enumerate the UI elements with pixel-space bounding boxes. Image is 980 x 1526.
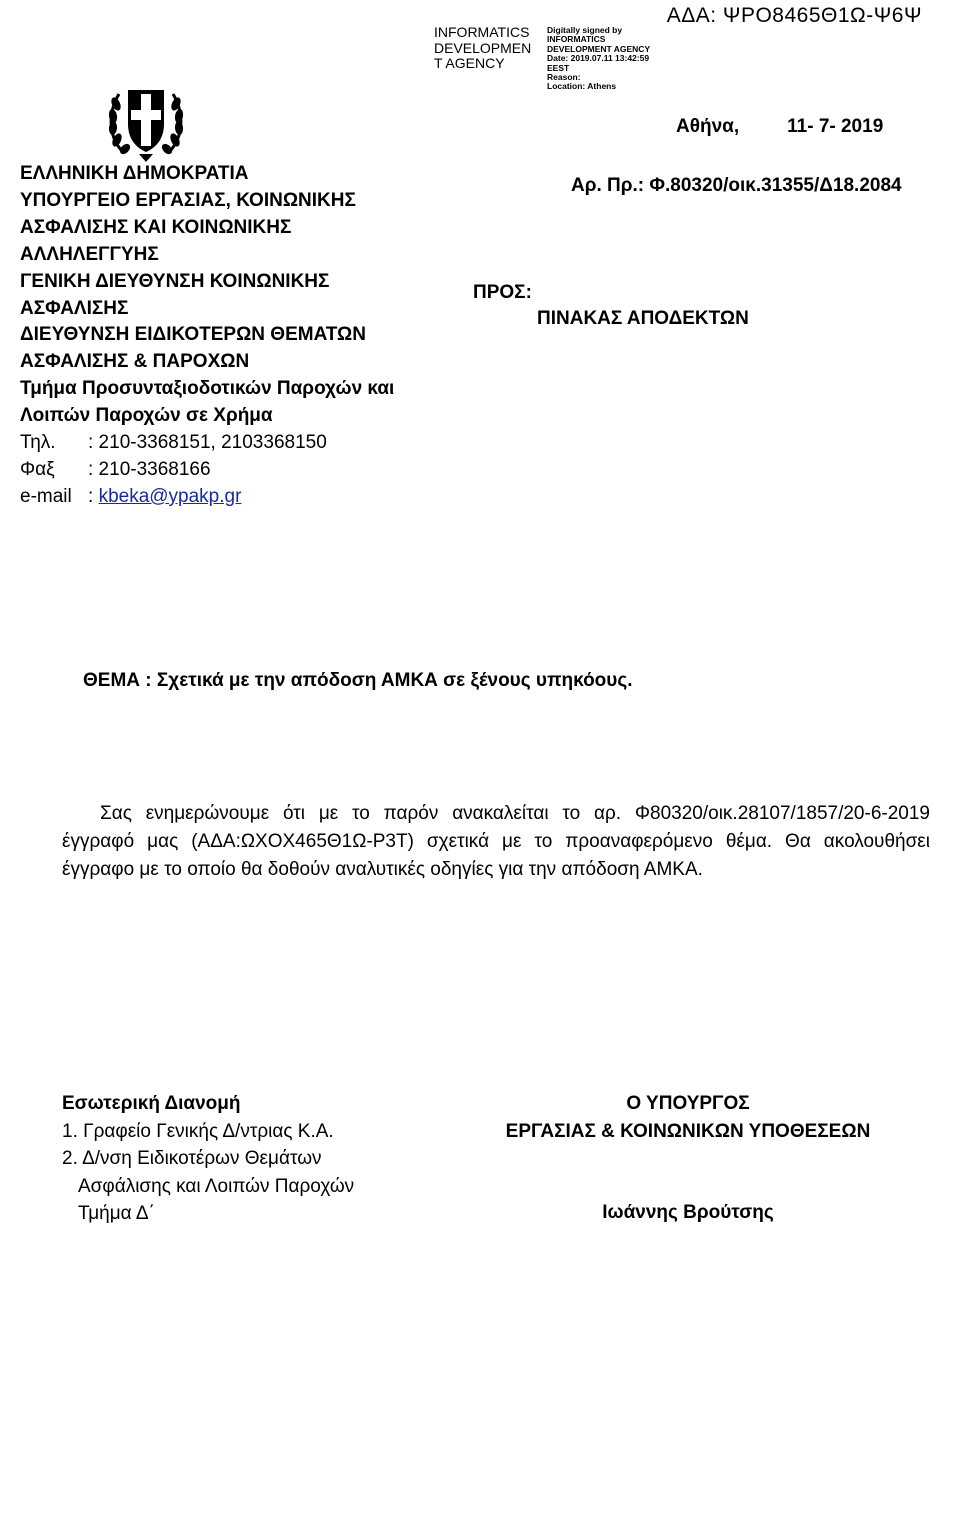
signature-detail-line: Digitally signed by	[547, 25, 623, 35]
email-link[interactable]: kbeka@ypakp.gr	[98, 485, 242, 507]
fax-label: Φαξ	[20, 458, 55, 480]
email-row	[20, 484, 394, 511]
phone-value: : 210-3368151, 2103368150	[88, 432, 327, 454]
signature-detail-line: Date: 2019.07.11 13:42:59	[547, 53, 650, 64]
ada-code: ΑΔΑ: ΨΡΟ8465Θ1Ω-Ψ6Ψ	[666, 4, 922, 27]
body-text	[62, 800, 930, 884]
sender-line: ΥΠΟΥΡΓΕΙΟ ΕΡΓΑΣΙΑΣ, ΚΟΙΝΩΝΙΚΗΣ	[20, 189, 356, 211]
signature-detail-line: INFORMATICS	[547, 34, 606, 45]
signatory-block	[478, 1090, 898, 1227]
document-date	[676, 116, 883, 138]
email-label: e-mail	[20, 485, 72, 507]
fax-row	[20, 457, 394, 484]
distribution-item-continued: Ασφάλισης και Λοιπών Παροχών	[78, 1175, 355, 1197]
sender-line: ΑΣΦΑΛΙΣΗΣ ΚΑΙ ΚΟΙΝΩΝΙΚΗΣ	[20, 216, 292, 238]
signatory-name: Ιωάννης Βρούτσης	[602, 1202, 774, 1223]
sender-line: ΑΛΛΗΛΕΓΓΥΗΣ	[20, 243, 159, 265]
sender-line: ΑΣΦΑΛΙΣΗΣ & ΠΑΡΟΧΩΝ	[20, 351, 250, 373]
signature-org-line: INFORMATICS	[434, 24, 530, 40]
signature-detail-line: DEVELOPMENT AGENCY	[547, 43, 651, 54]
signature-org-line: DEVELOPMEN	[434, 39, 532, 56]
subject-line: ΘΕΜΑ : Σχετικά με την απόδοση ΑΜΚΑ σε ξένους υπηκόους.	[83, 670, 633, 691]
sender-line: Λοιπών Παροχών σε Χρήμα	[20, 405, 273, 427]
fax-value: : 210-3368166	[88, 458, 211, 480]
signature-organization	[434, 25, 531, 72]
body-paragraph: Σας ενημερώνουμε ότι με το παρόν ανακαλείται το αρ. Φ80320/οικ.28107/1857/20-6-2019 έγγραφό μας (ΑΔΑ:ΩΧΟΧ465Θ1Ω-Ρ3Τ) σχετικά με το προαναφερόμενο θέμα. Θα ακολουθήσει έγγραφο με το οποίο θα δοθούν αναλυτικές οδηγίες για την απόδοση ΑΜΚΑ.	[62, 803, 930, 880]
distribution-item: 2. Δ/νση Ειδικοτέρων Θεμάτων	[62, 1148, 322, 1169]
place-name: Αθήνα,	[676, 116, 740, 137]
signatory-title: Ο ΥΠΟΥΡΓΟΣ	[626, 1093, 750, 1114]
phone-label: Τηλ.	[20, 432, 56, 454]
sender-line: Τμήμα Προσυνταξιοδοτικών Παροχών και	[20, 378, 395, 400]
email-separator: :	[88, 485, 99, 507]
date-value: 11- 7- 2019	[787, 116, 884, 137]
signature-detail-line: Reason:	[547, 72, 581, 83]
distribution-item: 1. Γραφείο Γενικής Δ/ντριας Κ.Α.	[62, 1120, 334, 1142]
recipient-label: ΠΡΟΣ:	[473, 282, 532, 303]
sender-line: ΔΙΕΥΘΥΝΣΗ ΕΙΔΙΚΟΤΕΡΩΝ ΘΕΜΑΤΩΝ	[20, 324, 366, 346]
greek-coat-of-arms-icon	[103, 78, 189, 164]
internal-distribution	[62, 1090, 354, 1228]
sender-line: ΓΕΝΙΚΗ ΔΙΕΥΘΥΝΣΗ ΚΟΙΝΩΝΙΚΗΣ	[20, 270, 330, 292]
signature-org-line: T AGENCY	[434, 55, 505, 71]
signature-details	[547, 26, 650, 92]
signatory-title: ΕΡΓΑΣΙΑΣ & ΚΟΙΝΩΝΙΚΩΝ ΥΠΟΘΕΣΕΩΝ	[505, 1120, 871, 1142]
recipient-value: ΠΙΝΑΚΑΣ ΑΠΟΔΕΚΤΩΝ	[537, 308, 749, 329]
protocol-number: Αρ. Πρ.: Φ.80320/οικ.31355/Δ18.2084	[571, 175, 902, 196]
signature-detail-line: Location: Athens	[547, 81, 617, 92]
distribution-heading: Εσωτερική Διανομή	[62, 1093, 241, 1114]
sender-line: ΑΣΦΑΛΙΣΗΣ	[20, 297, 129, 319]
sender-line: ΕΛΛΗΝΙΚΗ ΔΗΜΟΚΡΑΤΙΑ	[20, 163, 249, 184]
distribution-item-continued: Τμήμα Δ΄	[78, 1203, 155, 1224]
signature-detail-line: EEST	[547, 62, 570, 73]
sender-block	[20, 161, 394, 511]
phone-row	[20, 430, 394, 457]
